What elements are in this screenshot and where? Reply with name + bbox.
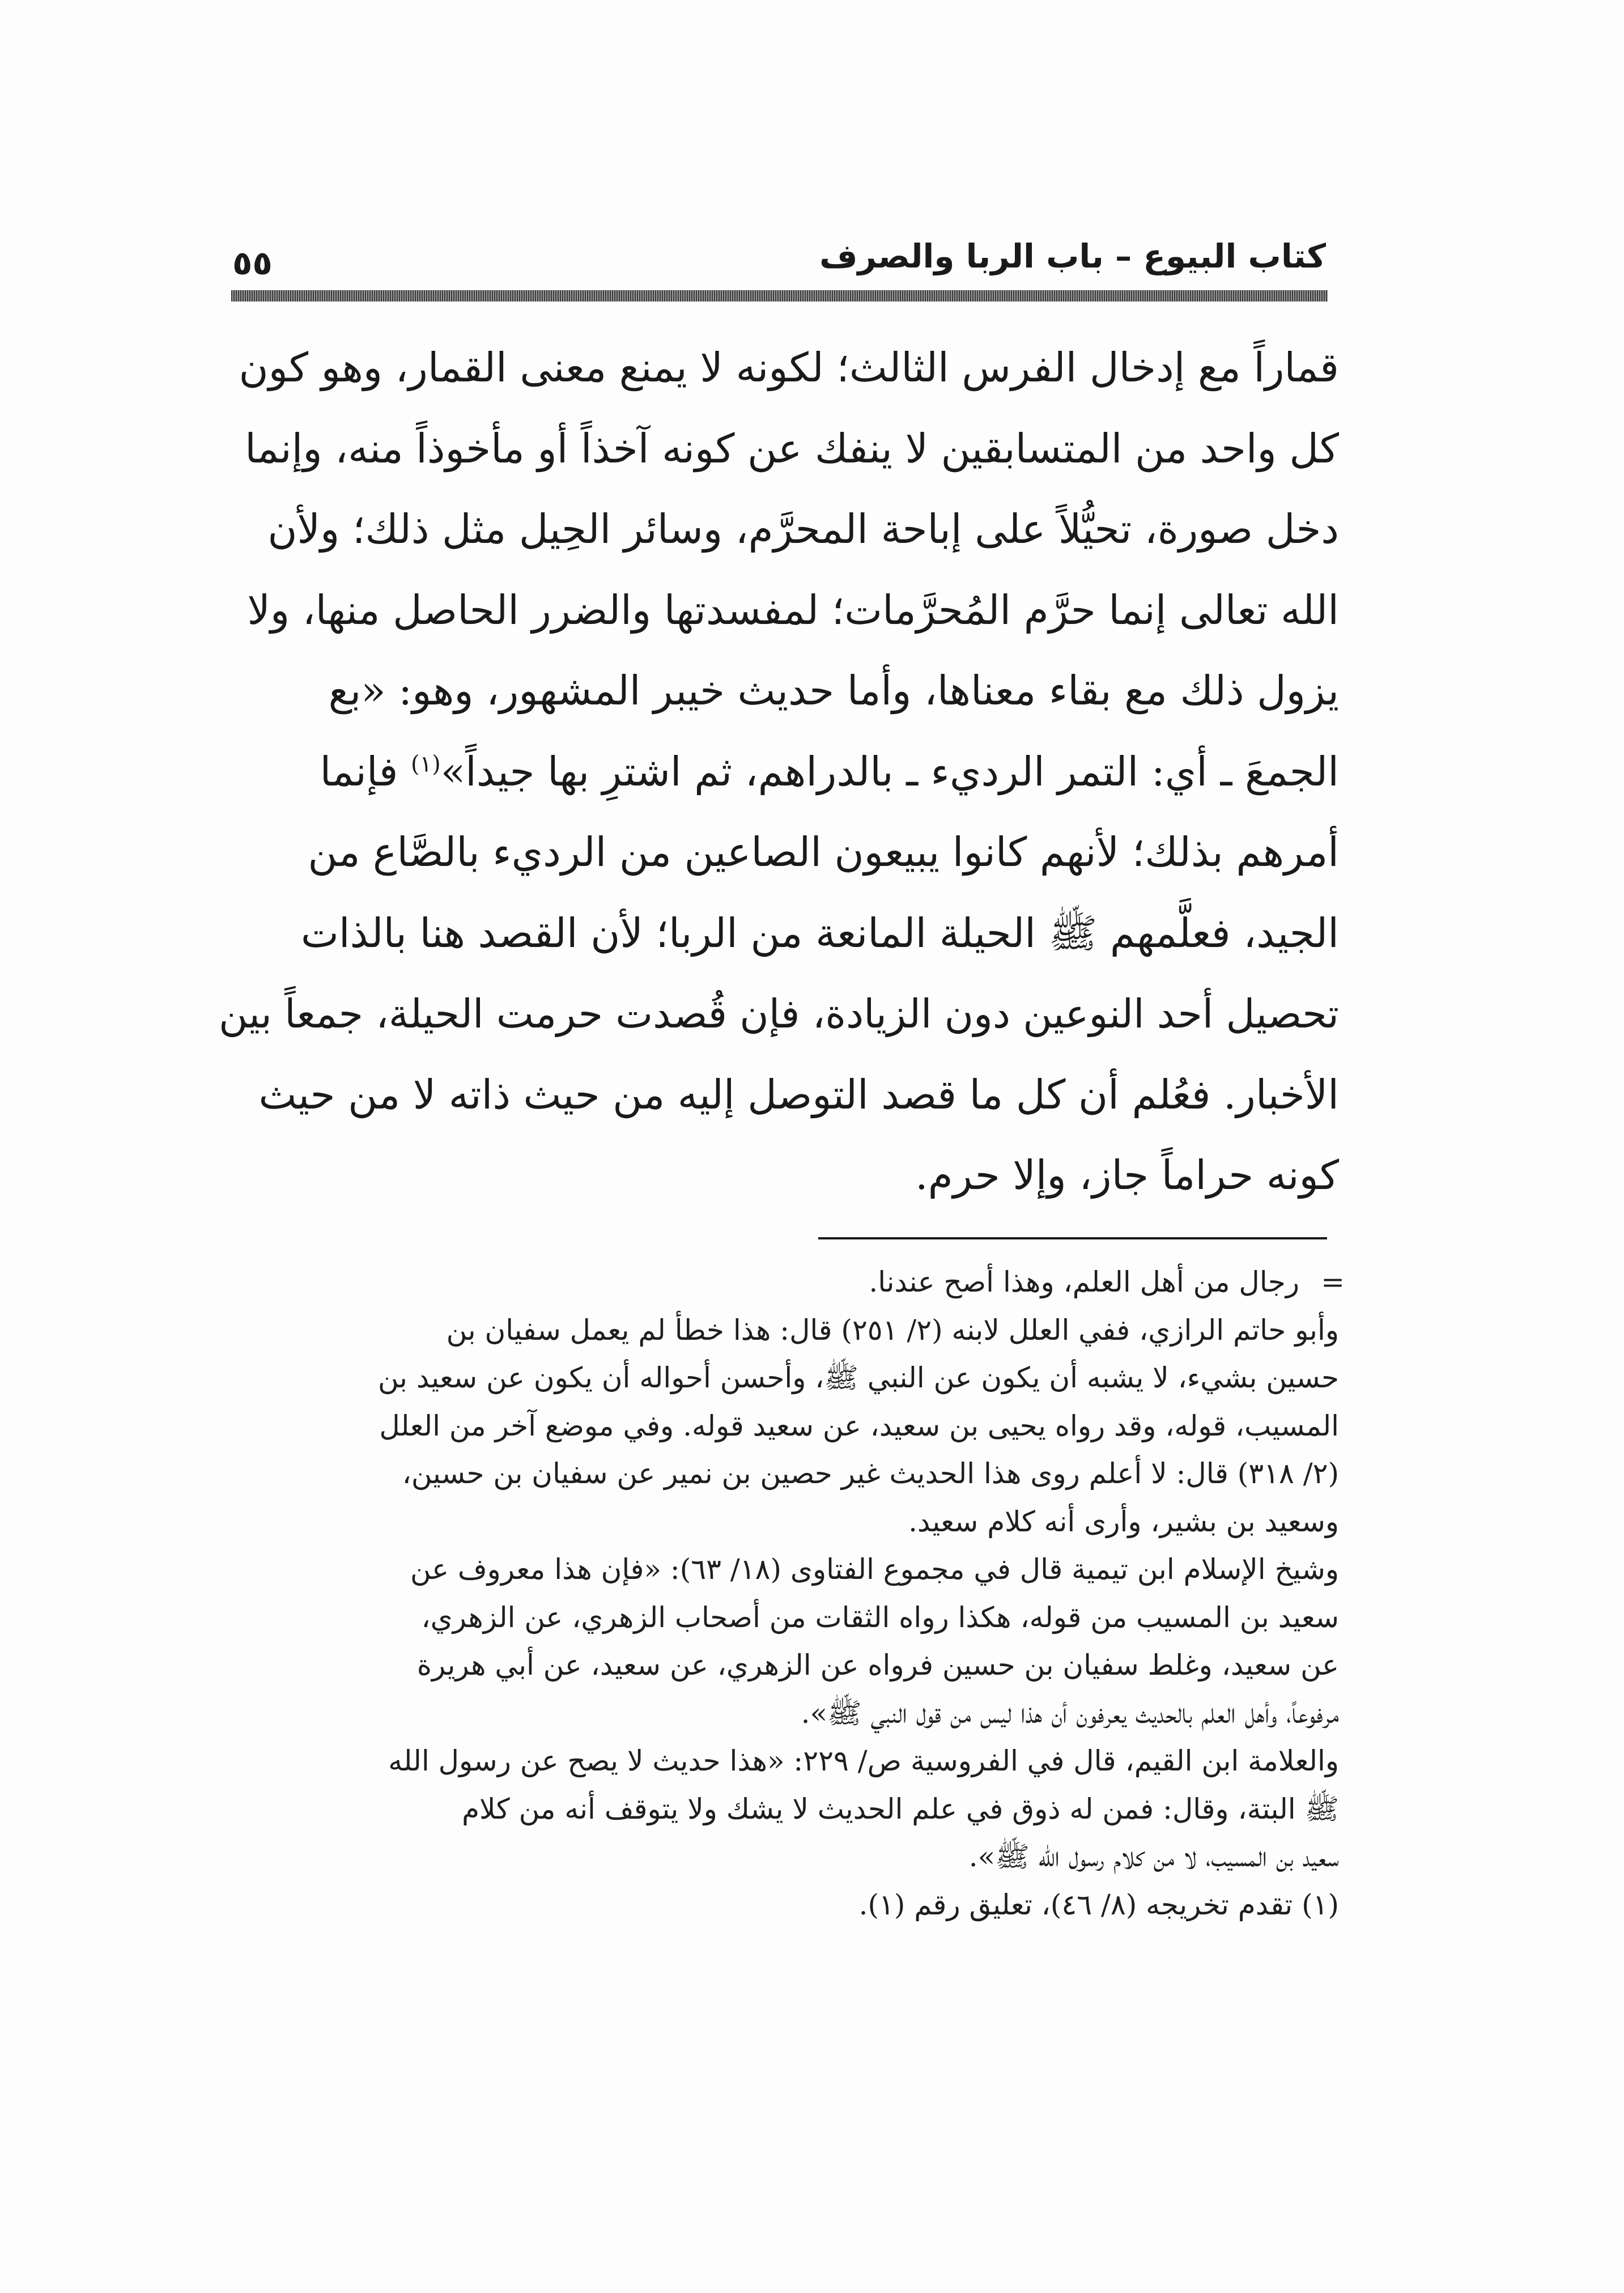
page-number: ٥٥ <box>232 244 273 282</box>
main-line: تحصيل أحد النوعين دون الزيادة، فإن قُصدت حرمت الحيلة، جمعاً بين <box>219 991 1339 1037</box>
main-line: دخل صورة، تحيُّلاً على إباحة المحرَّم، وسائر الحِيل مثل ذلك؛ ولأن <box>267 506 1339 553</box>
main-line: الأخبار. فعُلم أن كل ما قصد التوصل إليه من حيث ذاته لا من حيث <box>258 1071 1339 1118</box>
main-line: كل واحد من المتسابقين لا ينفك عن كونه آخذاً أو مأخوذاً منه، وإنما <box>245 424 1339 472</box>
main-line: يزول ذلك مع بقاء معناها، وأما حديث خيبر المشهور، وهو: «بع <box>328 667 1339 714</box>
footnote-line: سعيد بن المسيب، لا من كلام رسول الله ﷺ». <box>968 1840 1339 1873</box>
page-header <box>227 227 1332 289</box>
footnote-line: (١) تقدم تخريجه (٨/ ٤٦)، تعليق رقم (١). <box>858 1888 1339 1921</box>
main-line: الجيد، فعلَّمهم ﷺ الحيلة المانعة من الربا؛ لأن القصد هنا بالذات <box>301 909 1339 957</box>
main-line: قماراً مع إدخال الفرس الثالث؛ لكونه لا يمنع معنى القمار، وهو كون <box>239 344 1339 391</box>
footnote-line: سعيد بن المسيب من قوله، هكذا رواه الثقات من أصحاب الزهري، عن الزهري، <box>421 1600 1339 1634</box>
running-title: كتاب البيوع – باب الربا والصرف <box>819 237 1326 275</box>
footnote-reference: (١) <box>411 750 441 777</box>
footnote-line: عن سعيد، وغلط سفيان بن حسين فرواه عن الزهري، عن سعيد، عن أبي هريرة <box>416 1649 1339 1681</box>
main-line: أمرهم بذلك؛ لأنهم كانوا يبيعون الصاعين من الرديء بالصَّاع من <box>308 829 1339 876</box>
footnote-line: وأبو حاتم الرازي، ففي العلل لابنه (٢/ ٢٥١) قال: هذا خطأ لم يعمل سفيان بن <box>446 1313 1339 1347</box>
footnote-separator <box>818 1237 1327 1239</box>
footnote-line: رجال من أهل العلم، وهذا أصح عندنا. <box>869 1266 1299 1298</box>
continuation-mark: = <box>1321 1266 1345 1298</box>
footnote-line: حسين بشيء، لا يشبه أن يكون عن النبي ﷺ، وأحسن أحواله أن يكون عن سعيد بن <box>377 1361 1339 1394</box>
main-line-tail: فإنما <box>320 748 398 795</box>
footnote-line: المسيب، قوله، وقد رواه يحيى بن سعيد، عن سعيد قوله. وفي موضع آخر من العلل <box>379 1409 1339 1442</box>
footnote-line: وسعيد بن بشير، وأرى أنه كلام سعيد. <box>908 1505 1339 1538</box>
footnote-line: والعلامة ابن القيم، قال في الفروسية ص/ ٢٢٩: «هذا حديث لا يصح عن رسول الله <box>388 1744 1339 1777</box>
footnote-line: مرفوعاً، وأهل العلم بالحديث يعرفون أن هذا ليس من قول النبي ﷺ». <box>801 1696 1339 1730</box>
footnote-line: ﷺ البتة، وقال: فمن له ذوق في علم الحديث لا يشك ولا يتوقف أنه من كلام <box>462 1792 1339 1825</box>
main-line: كونه حراماً جاز، وإلا حرم. <box>915 1152 1339 1199</box>
footnote-line: وشيخ الإسلام ابن تيمية قال في مجموع الفتاوى (١٨/ ٦٣): «فإن هذا معروف عن <box>410 1553 1339 1586</box>
footnotes <box>214 1258 1345 1929</box>
main-text <box>214 328 1339 1216</box>
footnote-line: (٢/ ٣١٨) قال: لا أعلم روى هذا الحديث غير حصين بن نمير عن سفيان بن حسين، <box>402 1457 1339 1490</box>
main-line: الله تعالى إنما حرَّم المُحرَّمات؛ لمفسدتها والضرر الحاصل منها، ولا <box>247 586 1339 634</box>
main-line-text: الجمعَ ـ أي: التمر الرديء ـ بالدراهم، ثم اشترِ بها جيداً» <box>440 748 1339 795</box>
header-rule <box>231 290 1328 302</box>
main-line <box>214 732 1339 813</box>
